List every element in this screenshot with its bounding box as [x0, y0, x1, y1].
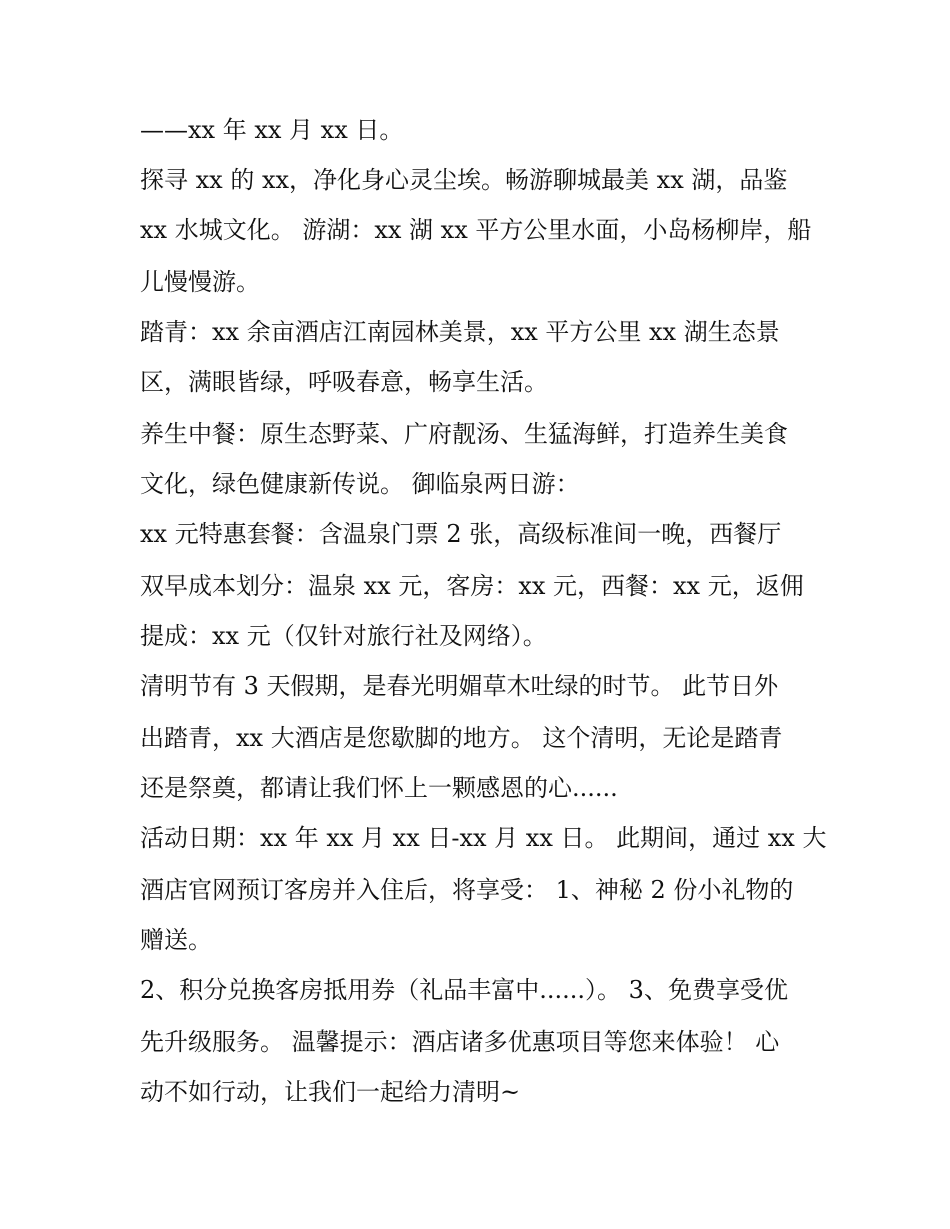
- text-line: 文化，绿色健康新传说。 御临泉两日游：: [140, 470, 580, 498]
- text-line: 双早成本划分：温泉 xx 元，客房：xx 元，西餐：xx 元，返佣: [140, 572, 804, 600]
- text-line: 儿慢慢游。: [140, 268, 260, 296]
- text-line: 还是祭奠，都请让我们怀上一颗感恩的心......: [140, 774, 618, 802]
- text-line: 动不如行动，让我们一起给力清明~: [140, 1078, 521, 1106]
- text-line: xx 水城文化。 游湖：xx 湖 xx 平方公里水面，小岛杨柳岸，船: [140, 216, 812, 244]
- text-line: 2、积分兑换客房抵用券（礼品丰富中......）。 3、免费享受优: [140, 976, 788, 1004]
- text-line: 活动日期：xx 年 xx 月 xx 日-xx 月 xx 日。 此期间，通过 xx 大: [140, 824, 827, 852]
- text-line: 提成：xx 元（仅针对旅行社及网络）。: [140, 622, 547, 650]
- text-line: 区，满眼皆绿，呼吸春意，畅享生活。: [140, 368, 548, 396]
- text-line: 养生中餐：原生态野菜、广府靓汤、生猛海鲜，打造养生美食: [140, 420, 788, 448]
- text-line: ——xx 年 xx 月 xx 日。: [140, 116, 404, 144]
- text-line: 探寻 xx 的 xx，净化身心灵尘埃。畅游聊城最美 xx 湖，品鉴: [140, 166, 788, 194]
- text-line: 先升级服务。 温馨提示：酒店诸多优惠项目等您来体验！ 心: [140, 1028, 780, 1056]
- text-line: xx 元特惠套餐：含温泉门票 2 张，高级标准间一晚，西餐厅: [140, 520, 782, 548]
- text-line: 出踏青，xx 大酒店是您歇脚的地方。 这个清明，无论是踏青: [140, 724, 783, 752]
- text-line: 清明节有 3 天假期，是春光明媚草木吐绿的时节。 此节日外: [140, 672, 779, 700]
- text-line: 赠送。: [140, 926, 212, 954]
- text-line: 酒店官网预订客房并入住后，将享受： 1、神秘 2 份小礼物的: [140, 876, 794, 904]
- text-line: 踏青：xx 余亩酒店江南园林美景，xx 平方公里 xx 湖生态景: [140, 318, 780, 346]
